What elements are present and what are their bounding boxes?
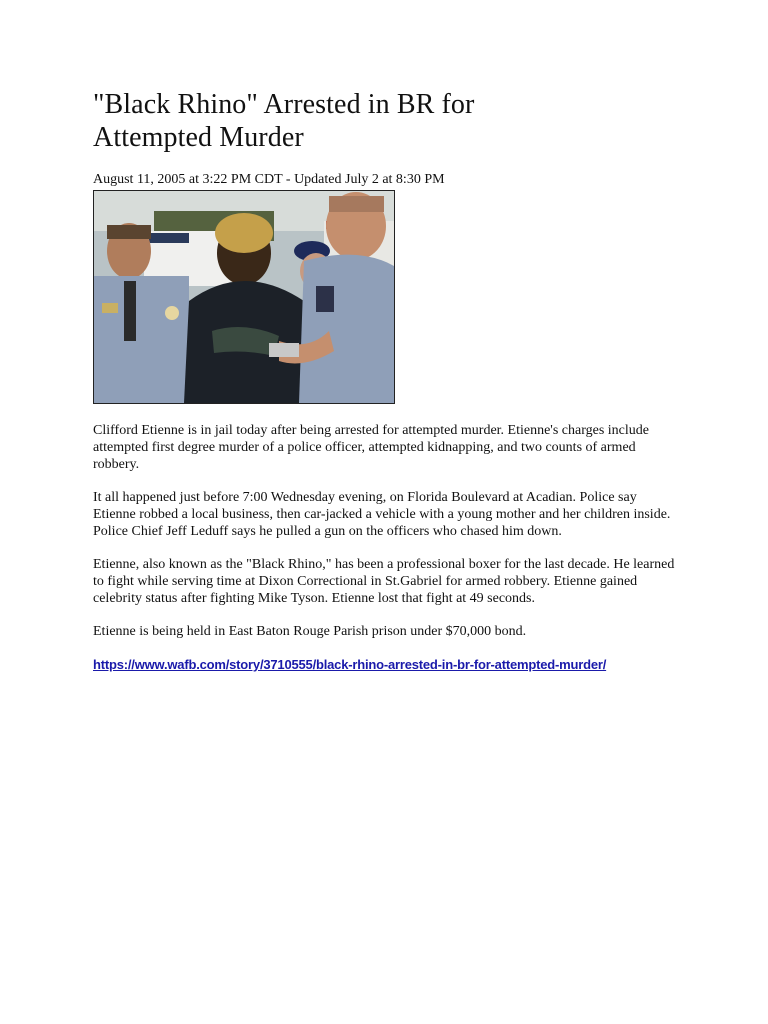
article-paragraph-3: Etienne, also known as the "Black Rhino," has been a professional boxer for the last decade. He learned to fight while serving time at Dixon Correctional in St.Gabriel for armed robbery. Etienne gained celebrity status after fighting Mike Tyson. Etienne lost that fight at 49 seconds. bbox=[93, 557, 675, 606]
article-paragraph-4: Etienne is being held in East Baton Rouge Parish prison under $70,000 bond. bbox=[93, 624, 527, 639]
article-photo bbox=[93, 190, 395, 404]
article-title-line-1: "Black Rhino" Arrested in BR for bbox=[93, 89, 475, 120]
article-title bbox=[93, 88, 683, 154]
source-link[interactable]: https://www.wafb.com/story/3710555/black-rhino-arrested-in-br-for-attempted-murder/ bbox=[93, 657, 607, 672]
article-paragraph-2: It all happened just before 7:00 Wednesday evening, on Florida Boulevard at Acadian. Police say Etienne robbed a local business, then car-jacked a vehicle with a young mother and her children inside. Police Chief Jeff Leduff says he pulled a gun on the officers who chased him down. bbox=[93, 490, 671, 539]
article-title-line-2: Attempted Murder bbox=[93, 122, 304, 153]
article-body bbox=[93, 422, 683, 674]
article-paragraph-1: Clifford Etienne is in jail today after being arrested for attempted murder. Etienne's charges include attempted first degree murder of a police officer, attempted kidnapping, and two counts of armed robbery. bbox=[93, 423, 649, 472]
article-dateline: August 11, 2005 at 3:22 PM CDT - Updated July 2 at 8:30 PM bbox=[93, 172, 445, 187]
document-page bbox=[93, 88, 683, 674]
